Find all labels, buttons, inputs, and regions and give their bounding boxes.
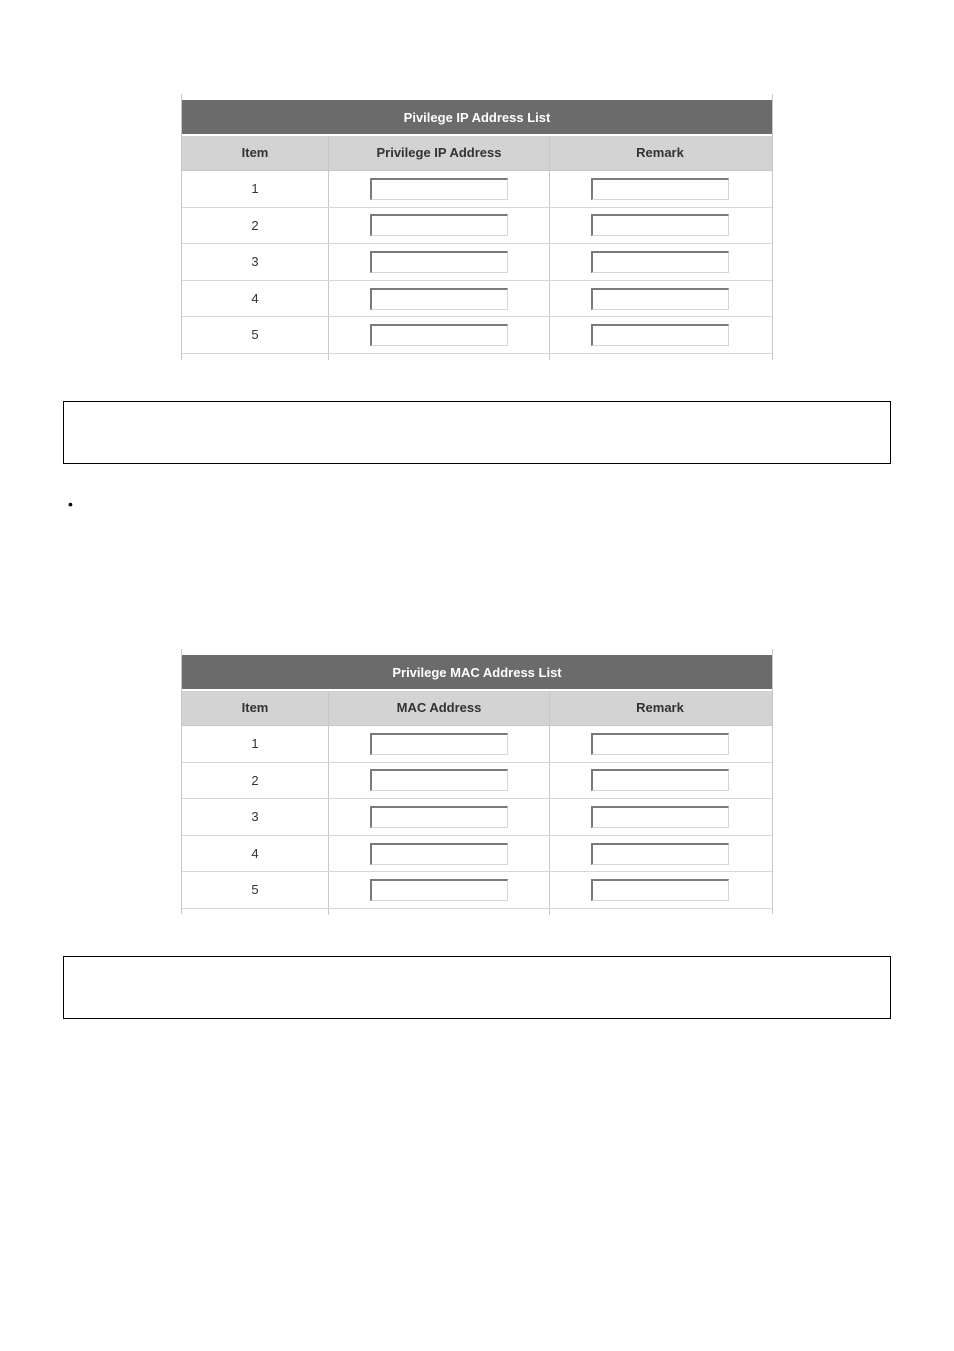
table-row [182, 244, 772, 281]
remark-input[interactable] [591, 843, 729, 865]
item-number: 3 [182, 799, 329, 835]
remark-input[interactable] [591, 214, 729, 236]
remark-input[interactable] [591, 251, 729, 273]
ip-address-input[interactable] [370, 251, 508, 273]
privilege-ip-address-list-table [181, 94, 773, 360]
mac-address-input[interactable] [370, 806, 508, 828]
ip-address-input[interactable] [370, 288, 508, 310]
table-row [182, 171, 772, 208]
mac-address-input[interactable] [370, 769, 508, 791]
item-number: 5 [182, 317, 329, 353]
table-row [182, 208, 772, 245]
ip-address-input[interactable] [370, 178, 508, 200]
column-header-item: Item [182, 136, 329, 170]
column-header-remark: Remark [636, 700, 684, 715]
remark-input[interactable] [591, 806, 729, 828]
item-number: 1 [182, 726, 329, 762]
item-number: 2 [182, 208, 329, 244]
remark-input[interactable] [591, 879, 729, 901]
remark-input[interactable] [591, 324, 729, 346]
column-header-address: MAC Address [329, 691, 550, 725]
mac-address-input[interactable] [370, 733, 508, 755]
item-number: 3 [182, 244, 329, 280]
mac-address-input[interactable] [370, 879, 508, 901]
table-row [182, 872, 772, 909]
table-row [182, 726, 772, 763]
privilege-mac-address-list-table [181, 649, 773, 914]
ip-address-input[interactable] [370, 214, 508, 236]
table-row [182, 836, 772, 873]
note-box [63, 956, 891, 1019]
table-row [182, 763, 772, 800]
remark-input[interactable] [591, 733, 729, 755]
table-row [182, 281, 772, 318]
table-row [182, 317, 772, 354]
column-header-address: Privilege IP Address [329, 136, 550, 170]
item-number: 4 [182, 281, 329, 317]
table-continuation [182, 909, 772, 915]
bullet-point: • [68, 496, 73, 512]
column-header-item: Item [182, 691, 329, 725]
table-header-row [182, 136, 772, 171]
table-title: Privilege MAC Address List [182, 655, 772, 691]
table-row [182, 799, 772, 836]
mac-address-input[interactable] [370, 843, 508, 865]
table-title: Pivilege IP Address List [182, 100, 772, 136]
item-number: 5 [182, 872, 329, 908]
column-header-remark: Remark [636, 145, 684, 160]
item-number: 2 [182, 763, 329, 799]
item-number: 1 [182, 171, 329, 207]
ip-address-input[interactable] [370, 324, 508, 346]
remark-input[interactable] [591, 769, 729, 791]
item-number: 4 [182, 836, 329, 872]
table-continuation [182, 354, 772, 360]
remark-input[interactable] [591, 288, 729, 310]
note-box [63, 401, 891, 464]
table-header-row [182, 691, 772, 726]
remark-input[interactable] [591, 178, 729, 200]
